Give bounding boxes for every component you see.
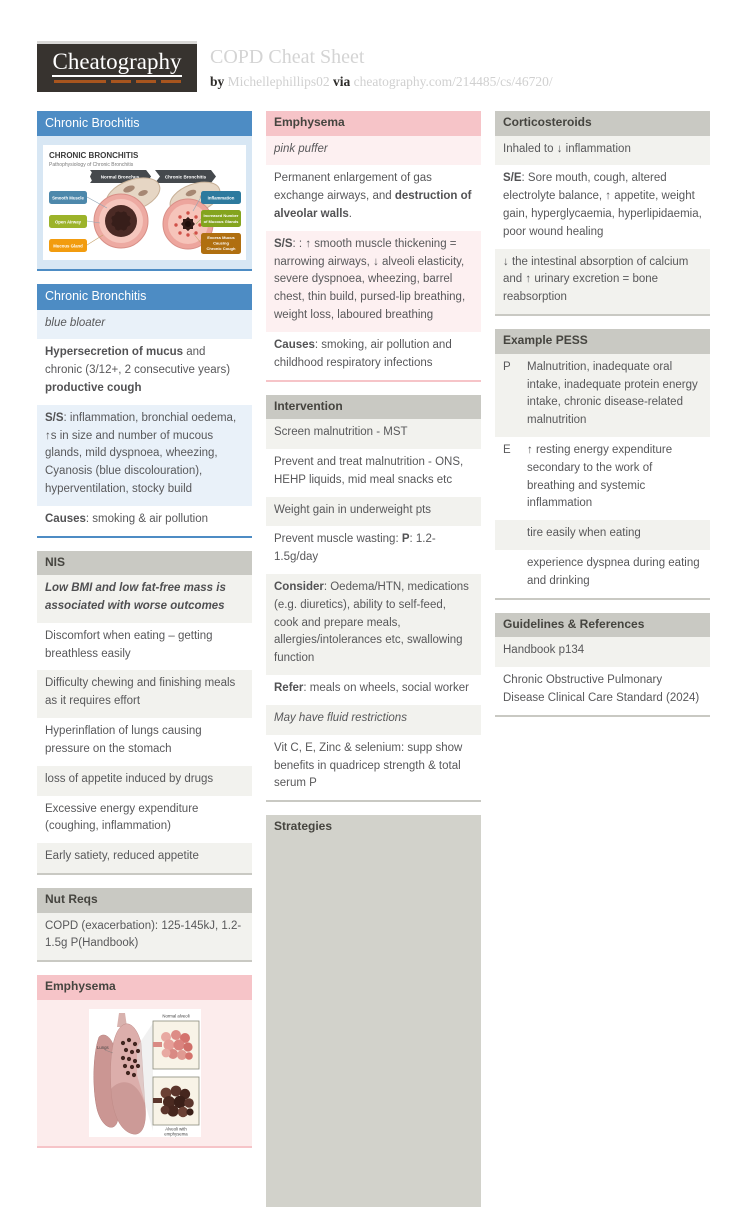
svg-text:Inflammation: Inflammation — [207, 195, 235, 201]
row-side-effects: S/E: Sore mouth, cough, altered electrolyte balance, ↑ appetite, weight gain, hyperglycaemia, hyperlipidaemia, poor wound healing — [495, 165, 710, 248]
column-middle — [266, 111, 481, 1207]
pess-row-e — [495, 437, 710, 520]
row-difficulty-chewing: Difficulty chewing and finishing meals as it requires effort — [37, 670, 252, 718]
box-title: Intervention — [266, 395, 481, 420]
label-smooth-muscle — [49, 191, 87, 204]
row-causes: Causes: smoking & air pollution — [37, 506, 252, 536]
row-discomfort: Discomfort when eating – getting breathless easily — [37, 623, 252, 671]
pess-key: P — [503, 360, 511, 373]
row-blue-bloater: blue bloater — [37, 310, 252, 340]
page-title: COPD Cheat Sheet — [210, 46, 365, 68]
box-corticosteroids — [495, 111, 710, 316]
logo-top-strip — [37, 41, 197, 44]
via-label: via — [333, 74, 351, 89]
row-loss-of-appetite: loss of appetite induced by drugs — [37, 766, 252, 796]
svg-text:Open Airway: Open Airway — [54, 219, 82, 225]
svg-text:Smooth Muscle: Smooth Muscle — [52, 195, 84, 201]
bronchitis-image-body — [37, 136, 252, 269]
row-signs-symptoms: S/S: inflammation, bronchial oedema, ↑s in size and number of mucous glands, mild dyspnoea, wheezing, Cyanosis (blue discolouration), hyperventilation, stocky build — [37, 405, 252, 506]
row-inhaled: Inhaled to ↓ inflammation — [495, 136, 710, 166]
svg-text:Mucous Gland: Mucous Gland — [53, 243, 83, 249]
svg-text:Excess Mucus: Excess Mucus — [207, 235, 235, 241]
column-right — [495, 111, 710, 1207]
logo-underline-dashes — [54, 80, 181, 83]
cheatography-logo[interactable] — [37, 41, 197, 92]
box-title: Guidelines & References — [495, 613, 710, 638]
diagram-title: CHRONIC BRONCHITIS — [49, 151, 139, 161]
box-chronic-brochitis-image — [37, 111, 252, 271]
label-open-airway — [49, 215, 87, 228]
label-inflammation — [201, 191, 241, 204]
row-hypersecretion: Hypersecretion of mucus and chronic (3/12+, 2 consecutive years) productive cough — [37, 339, 252, 404]
label-mucous-gland — [49, 239, 87, 252]
row-vitamins: Vit C, E, Zinc & selenium: supp show benefits in quadricep strength & total serum P — [266, 735, 481, 800]
emphysema-image-body — [37, 1000, 252, 1146]
row-permanent-enlargement: Permanent enlargement of gas exchange airways, and destruction of alveolar walls. — [266, 165, 481, 230]
row-prevent-muscle-wasting: Prevent muscle wasting: P: 1.2-1.5g/day — [266, 526, 481, 574]
row-calcium-absorption: ↓ the intestinal absorption of calcium and ↑ urinary excretion = bone reabsorption — [495, 249, 710, 314]
chronic-bronchitis-diagram — [43, 145, 246, 260]
box-example-pess — [495, 329, 710, 600]
label-excess-mucus — [201, 233, 241, 254]
svg-text:of Mucous Glands: of Mucous Glands — [203, 219, 239, 225]
normal-alveoli-label: Normal alveoli — [161, 1013, 190, 1019]
author-link[interactable]: Michellephillips02 — [227, 74, 330, 89]
row-screen-malnutrition: Screen malnutrition - MST — [266, 419, 481, 449]
row-weight-gain: Weight gain in underweight pts — [266, 497, 481, 527]
box-title: Emphysema — [37, 975, 252, 1000]
pess-key — [503, 525, 527, 543]
row-low-bmi: Low BMI and low fat-free mass is associated with worse outcomes — [37, 575, 252, 623]
box-strategies — [266, 815, 481, 1207]
box-title: Strategies — [274, 819, 333, 834]
svg-text:Chronic Cough: Chronic Cough — [206, 246, 236, 252]
diagram-subtitle: Pathophysiology of Chronic Bronchitis — [49, 162, 134, 169]
box-title: Chronic Bronchitis — [37, 284, 252, 309]
normal-alveoli-inset — [153, 1013, 199, 1069]
pess-text: experience dyspnea during eating and drinking — [527, 557, 700, 587]
pess-text: ↑ resting energy expenditure secondary to the work of breathing and systemic inflammation — [527, 443, 673, 510]
box-guidelines-references — [495, 613, 710, 717]
box-intervention — [266, 395, 481, 803]
row-copd-requirements: COPD (exacerbation): 125-145kJ, 1.2-1.5g P(Handbook) — [37, 913, 252, 961]
emphysema-alveoli-label-line2: emphysema — [163, 1131, 188, 1137]
pess-key — [503, 555, 527, 591]
pess-key: E — [503, 443, 511, 456]
svg-text:Increased Number: Increased Number — [203, 213, 239, 219]
pess-text: tire easily when eating — [527, 527, 641, 540]
box-title: Chronic Brochitis — [37, 111, 252, 136]
row-clinical-care-standard: Chronic Obstructive Pulmonary Disease Clinical Care Standard (2024) — [495, 667, 710, 715]
pess-text: Malnutrition, inadequate oral intake, inadequate protein energy intake, chronic disease-related malnutrition — [527, 360, 698, 427]
emphysema-diagram — [89, 1009, 201, 1137]
emphysema-alveoli-label-line1: Alveoli with — [164, 1126, 187, 1132]
row-hyperinflation: Hyperinflation of lungs causing pressure on the stomach — [37, 718, 252, 766]
lungs-label: Lungs — [96, 1044, 109, 1050]
sheet-url-link[interactable]: cheatography.com/214485/cs/46720/ — [353, 74, 553, 89]
svg-text:Causing: Causing — [213, 240, 229, 246]
box-title: Nut Reqs — [37, 888, 252, 913]
row-refer: Refer: meals on wheels, social worker — [266, 675, 481, 705]
box-chronic-bronchitis — [37, 284, 252, 537]
box-title: Corticosteroids — [495, 111, 710, 136]
row-early-satiety: Early satiety, reduced appetite — [37, 843, 252, 873]
box-emphysema-image — [37, 975, 252, 1148]
content-columns — [37, 111, 710, 1207]
row-prevent-treat-malnutrition: Prevent and treat malnutrition - ONS, HEHP liquids, mid meal snacks etc — [266, 449, 481, 497]
box-title: NIS — [37, 551, 252, 576]
logo-wordmark: Cheatography — [52, 50, 181, 77]
by-label: by — [210, 74, 225, 89]
box-nut-reqs — [37, 888, 252, 962]
banner-chronic-bronchitis — [155, 170, 216, 183]
svg-text:Chronic Bronchitis: Chronic Bronchitis — [164, 174, 207, 180]
row-causes: Causes: smoking, air pollution and childhood respiratory infections — [266, 332, 481, 380]
box-nis — [37, 551, 252, 875]
row-fluid-restrictions: May have fluid restrictions — [266, 705, 481, 735]
row-pink-puffer: pink puffer — [266, 136, 481, 166]
pess-row-p — [495, 354, 710, 437]
row-handbook: Handbook p134 — [495, 637, 710, 667]
box-title: Example PESS — [495, 329, 710, 354]
byline — [210, 74, 710, 90]
box-emphysema — [266, 111, 481, 382]
box-title: Emphysema — [266, 111, 481, 136]
column-left — [37, 111, 252, 1207]
pess-row-tire-easily — [495, 520, 710, 550]
pess-row-dyspnea — [495, 550, 710, 598]
header-text — [210, 46, 710, 90]
row-consider: Consider: Oedema/HTN, medications (e.g. diuretics), ability to self-feed, cook and prepare meals, allergies/intolerances etc, swallowing function — [266, 574, 481, 675]
svg-text:Normal Bronchus: Normal Bronchus — [100, 174, 140, 180]
row-excessive-energy: Excessive energy expenditure (coughing, inflammation) — [37, 796, 252, 844]
label-increased-mucous-glands — [201, 210, 241, 227]
row-signs-symptoms: S/S: : ↑ smooth muscle thickening = narrowing airways, ↓ alveoli elasticity, severe dyspnoea, wheezing, barrel chest, thin build, pursed-lip breathing, weight loss, laboured breathing — [266, 231, 481, 332]
